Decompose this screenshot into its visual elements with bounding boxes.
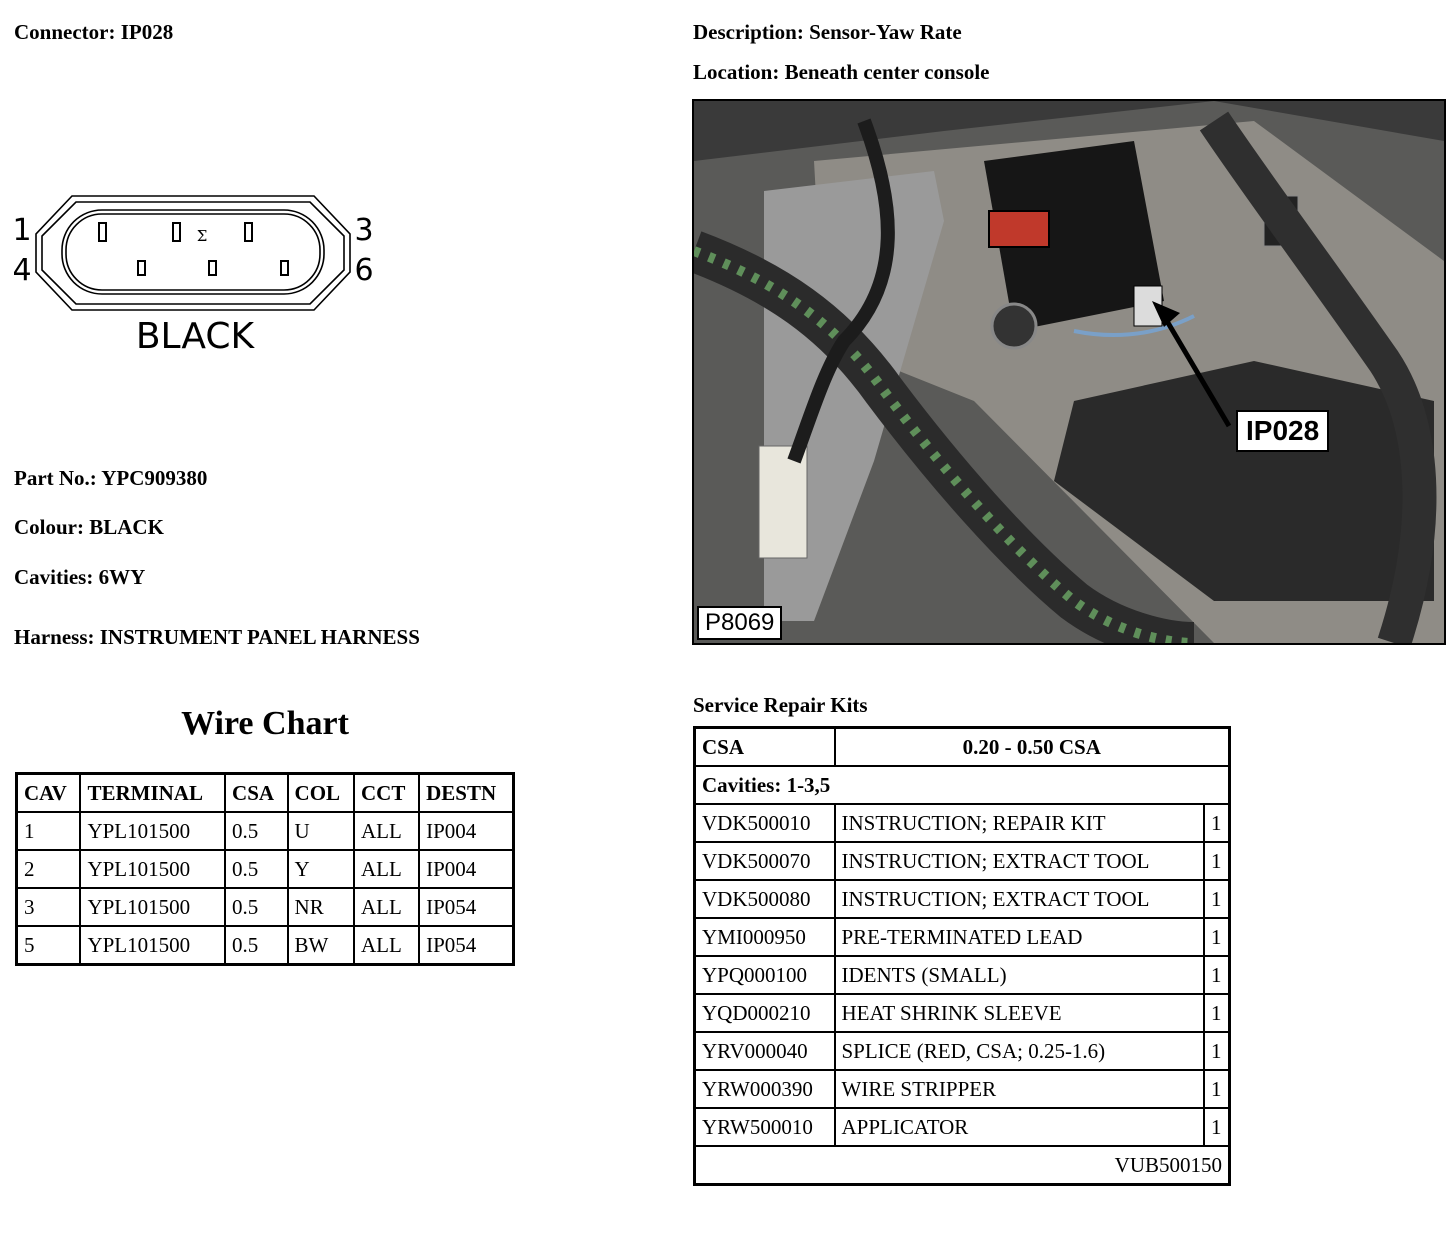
kit-description: INSTRUCTION; EXTRACT TOOL: [835, 842, 1204, 880]
list-item: [695, 1032, 1230, 1070]
ip028-callout: IP028: [1236, 410, 1329, 452]
pin-4-label: 4: [14, 253, 32, 288]
cell-csa: 0.5: [225, 812, 288, 850]
cell-terminal: YPL101500: [80, 812, 225, 850]
kits-cavities-row: [695, 766, 1230, 804]
kit-quantity: 1: [1204, 956, 1230, 994]
header-cav: CAV: [17, 774, 81, 813]
cell-terminal: YPL101500: [80, 888, 225, 926]
cell-cct: ALL: [354, 850, 419, 888]
service-kits-table: [693, 726, 1231, 1186]
location-photo: [692, 99, 1446, 645]
cell-cct: ALL: [354, 888, 419, 926]
connector-label: Connector: IP028: [14, 20, 174, 44]
kits-cavities: Cavities: 1-3,5: [695, 766, 1230, 804]
cell-csa: 0.5: [225, 888, 288, 926]
table-row: [17, 850, 514, 888]
kit-quantity: 1: [1204, 1032, 1230, 1070]
wire-chart-title: Wire Chart: [181, 705, 349, 742]
cell-destn: IP054: [419, 888, 513, 926]
cell-destn: IP004: [419, 812, 513, 850]
kit-quantity: 1: [1204, 994, 1230, 1032]
wire-chart-table: [15, 772, 515, 966]
kit-part-number: YRV000040: [695, 1032, 835, 1070]
description-label: Description: Sensor-Yaw Rate: [693, 20, 962, 44]
cavities: Cavities: 6WY: [14, 565, 146, 589]
location-label: Location: Beneath center console: [693, 60, 990, 84]
cell-col: NR: [288, 888, 354, 926]
kit-quantity: 1: [1204, 842, 1230, 880]
kit-description: SPLICE (RED, CSA; 0.25-1.6): [835, 1032, 1204, 1070]
list-item: [695, 842, 1230, 880]
cell-cav: 2: [17, 850, 81, 888]
connector-diagram: [14, 190, 394, 360]
cell-cct: ALL: [354, 926, 419, 965]
cell-destn: IP004: [419, 850, 513, 888]
pin-6-label: 6: [354, 253, 374, 288]
kit-part-number: YMI000950: [695, 918, 835, 956]
header-terminal: TERMINAL: [80, 774, 225, 813]
list-item: [695, 880, 1230, 918]
kits-footer-row: [695, 1146, 1230, 1185]
kit-part-number: YQD000210: [695, 994, 835, 1032]
list-item: [695, 1070, 1230, 1108]
kit-quantity: 1: [1204, 1108, 1230, 1146]
kit-part-number: VDK500080: [695, 880, 835, 918]
kits-csa-label: CSA: [695, 728, 835, 767]
part-number: Part No.: YPC909380: [14, 466, 208, 490]
kit-quantity: 1: [1204, 918, 1230, 956]
table-row: [17, 888, 514, 926]
harness: Harness: INSTRUMENT PANEL HARNESS: [14, 625, 420, 649]
header-destn: DESTN: [419, 774, 513, 813]
table-row: [17, 926, 514, 965]
cell-cct: ALL: [354, 812, 419, 850]
kit-part-number: YPQ000100: [695, 956, 835, 994]
cell-csa: 0.5: [225, 926, 288, 965]
colour: Colour: BLACK: [14, 515, 164, 539]
list-item: [695, 994, 1230, 1032]
kit-description: INSTRUCTION; EXTRACT TOOL: [835, 880, 1204, 918]
list-item: [695, 1108, 1230, 1146]
kit-part-number: VDK500010: [695, 804, 835, 842]
cell-cav: 5: [17, 926, 81, 965]
kits-csa-value: 0.20 - 0.50 CSA: [835, 728, 1230, 767]
pin-1-label: 1: [14, 213, 32, 248]
kit-description: INSTRUCTION; REPAIR KIT: [835, 804, 1204, 842]
kit-quantity: 1: [1204, 880, 1230, 918]
header-col: COL: [288, 774, 354, 813]
service-kits-title: Service Repair Kits: [693, 693, 868, 717]
kits-csa-row: [695, 728, 1230, 767]
connector-color-label: BLACK: [135, 316, 255, 357]
list-item: [695, 956, 1230, 994]
table-row: [17, 812, 514, 850]
list-item: [695, 918, 1230, 956]
wire-chart-header-row: [17, 774, 514, 813]
kit-part-number: VDK500070: [695, 842, 835, 880]
pin-3-label: 3: [354, 213, 374, 248]
photo-id-label: P8069: [697, 606, 782, 640]
kit-reference-number: VUB500150: [695, 1146, 1230, 1185]
kit-description: WIRE STRIPPER: [835, 1070, 1204, 1108]
cell-cav: 3: [17, 888, 81, 926]
cell-terminal: YPL101500: [80, 926, 225, 965]
kit-part-number: YRW500010: [695, 1108, 835, 1146]
header-csa: CSA: [225, 774, 288, 813]
cell-terminal: YPL101500: [80, 850, 225, 888]
list-item: [695, 804, 1230, 842]
cell-col: BW: [288, 926, 354, 965]
kit-description: APPLICATOR: [835, 1108, 1204, 1146]
key-mark: Σ: [196, 227, 208, 245]
cell-destn: IP054: [419, 926, 513, 965]
cell-cav: 1: [17, 812, 81, 850]
kit-description: IDENTS (SMALL): [835, 956, 1204, 994]
kit-part-number: YRW000390: [695, 1070, 835, 1108]
cell-col: U: [288, 812, 354, 850]
cell-col: Y: [288, 850, 354, 888]
kit-quantity: 1: [1204, 804, 1230, 842]
kit-quantity: 1: [1204, 1070, 1230, 1108]
cell-csa: 0.5: [225, 850, 288, 888]
kit-description: PRE-TERMINATED LEAD: [835, 918, 1204, 956]
header-cct: CCT: [354, 774, 419, 813]
kit-description: HEAT SHRINK SLEEVE: [835, 994, 1204, 1032]
